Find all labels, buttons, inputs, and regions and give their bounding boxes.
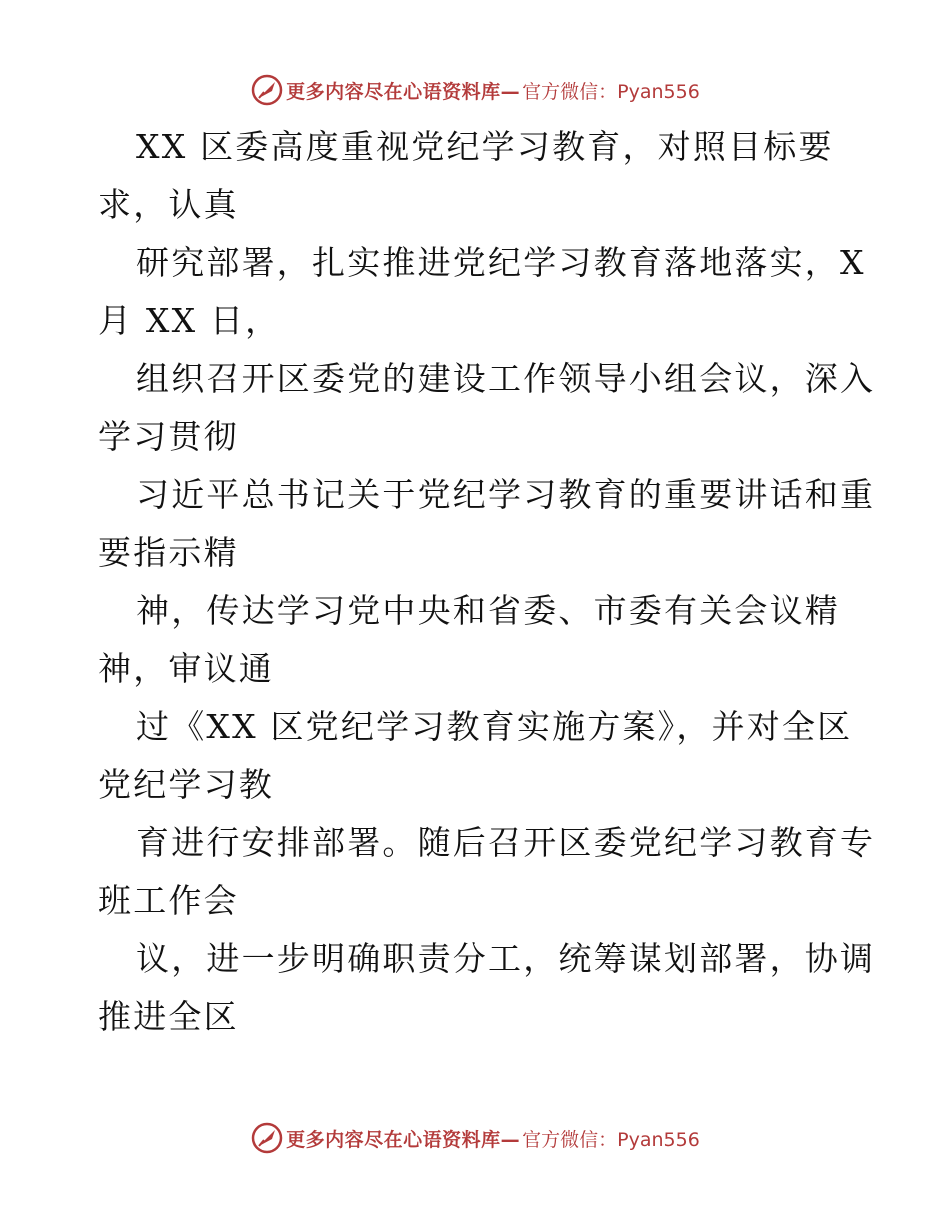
watermark-text: 更多内容尽在心语资料库— (286, 80, 521, 103)
text-line: 月 XX 日， (98, 301, 281, 340)
quill-logo-icon (250, 1121, 284, 1155)
text-line: 过《XX 区党纪学习教育实施方案》，并对全区 (136, 707, 853, 746)
text-line: 组织召开区委党的建设工作领导小组会议，深入 (136, 359, 876, 398)
text-line: 党纪学习教 (98, 765, 274, 804)
text-line: 议，进一步明确职责分工，统筹谋划部署，协调 (136, 939, 876, 978)
text-line: 研究部署，扎实推进党纪学习教育落地落实，X (136, 243, 866, 282)
text-line: 推进全区 (98, 997, 239, 1036)
text-line: 班工作会 (98, 881, 239, 920)
watermark-text: 更多内容尽在心语资料库— (286, 1128, 521, 1151)
text-line: 育进行安排部署。随后召开区委党纪学习教育专 (136, 823, 876, 862)
document-body (98, 118, 876, 1046)
text-line: 要指示精 (98, 533, 239, 572)
header-watermark (0, 70, 950, 110)
quill-logo-icon (250, 73, 284, 107)
text-line: 习近平总书记关于党纪学习教育的重要讲话和重 (136, 475, 876, 514)
footer-watermark (0, 1118, 950, 1158)
watermark-contact: 官方微信：Pyan556 (522, 80, 700, 103)
text-line: 求，认真 (98, 185, 239, 224)
text-line: XX 区委高度重视党纪学习教育，对照目标要 (136, 127, 834, 166)
text-line: 学习贯彻 (98, 417, 239, 456)
text-line: 神，审议通 (98, 649, 274, 688)
text-line: 神，传达学习党中央和省委、市委有关会议精 (136, 591, 840, 630)
watermark-contact: 官方微信：Pyan556 (522, 1128, 700, 1151)
